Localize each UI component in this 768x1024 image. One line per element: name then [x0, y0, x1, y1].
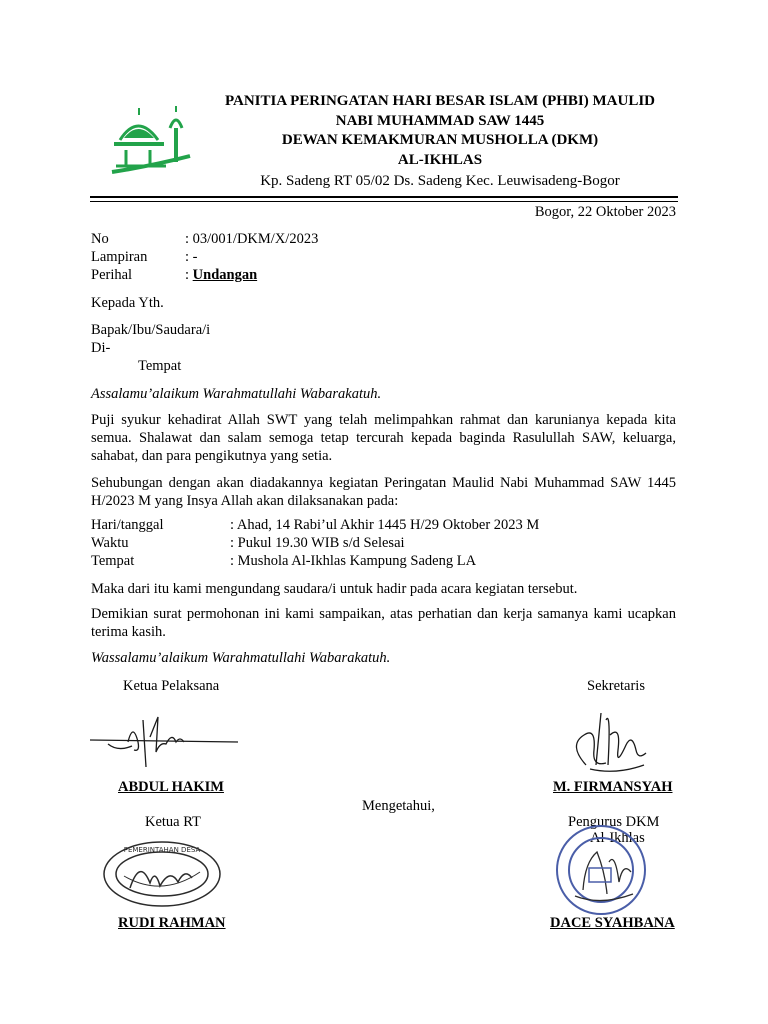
event-place-value: : Mushola Al-Ikhlas Kampung Sadeng LA [230, 553, 477, 569]
recipient-greeting: Kepada Yth. [91, 295, 164, 311]
paragraph-3: Maka dari itu kami mengundang saudara/i untuk hadir pada acara kegiatan tersebut. [91, 581, 578, 597]
letterhead [200, 92, 680, 191]
signer-dkm-title-2: Al-Ikhlas [590, 830, 645, 846]
event-time-label: Waktu [91, 535, 129, 551]
meta-no-value: : 03/001/DKM/X/2023 [185, 231, 319, 247]
event-date-value: : Ahad, 14 Rabi’ul Akhir 1445 H/29 Oktober 2023 M [230, 517, 540, 533]
meta-perihal-subject: Undangan [192, 267, 258, 283]
signer-rt-title: Ketua RT [145, 814, 201, 830]
village-stamp-icon [100, 838, 224, 915]
recipient-di: Di- [91, 340, 111, 356]
meta-perihal-label: Perihal [91, 267, 133, 283]
opening-salutation: Assalamu’alaikum Warahmatullahi Wabarakatuh. [91, 386, 382, 402]
signer-rt-name: RUDI RAHMAN [118, 915, 226, 931]
recipient-name: Bapak/Ibu/Saudara/i [91, 322, 211, 338]
meta-lampiran-value: : - [185, 249, 198, 265]
letterhead-rule-thin [90, 201, 678, 202]
signer-left-title: Ketua Pelaksana [123, 678, 220, 694]
meta-lampiran-label: Lampiran [91, 249, 148, 265]
meta-perihal-value [185, 266, 257, 284]
letterhead-address: Kp. Sadeng RT 05/02 Ds. Sadeng Kec. Leuwisadeng-Bogor [260, 173, 620, 189]
svg-text:PEMERINTAHAN DESA: PEMERINTAHAN DESA [123, 846, 201, 854]
signature-abdul-hakim-icon [88, 712, 248, 787]
recipient-tempat: Tempat [138, 358, 182, 374]
event-date-label: Hari/tanggal [91, 517, 164, 533]
paragraph-2: Sehubungan dengan akan diadakannya kegiatan Peringatan Maulid Nabi Muhammad SAW 1445 H/2023 M yang Insya Allah akan dilaksanakan pada: [91, 475, 676, 509]
letterhead-line-2: NABI MUHAMMAD SAW 1445 [335, 112, 545, 129]
signer-right-title: Sekretaris [587, 678, 645, 694]
signer-dkm-title: Pengurus DKM [568, 814, 660, 830]
paragraph-4: Demikian surat permohonan ini kami sampaikan, atas perhatian dan kerja samanya kami ucapkan terima kasih. [91, 606, 676, 640]
letterhead-line-1: PANITIA PERINGATAN HARI BESAR ISLAM (PHBI) MAULID [224, 93, 656, 109]
meta-perihal-colon: : [185, 267, 193, 283]
paragraph-1: Puji syukur kehadirat Allah SWT yang telah melimpahkan rahmat dan karunianya kepada kita semua. Shalawat dan salam semoga tetap tercurah kepada baginda Rasulullah SAW, keluarga, sahabat, dan para pengikutnya yang setia. [91, 412, 676, 464]
closing-salutation: Wassalamu’alaikum Warahmatullahi Wabarakatuh. [91, 650, 391, 666]
letterhead-line-3: DEWAN KEMAKMURAN MUSHOLLA (DKM) [281, 132, 599, 148]
letter-date: Bogor, 22 Oktober 2023 [534, 204, 676, 220]
event-place-label: Tempat [91, 553, 135, 569]
letterhead-line-4: AL-IKHLAS [397, 151, 483, 168]
mosque-logo-icon [106, 100, 196, 180]
mengetahui-label: Mengetahui, [362, 798, 435, 814]
letterhead-rule-thick [90, 196, 678, 198]
dkm-stamp-icon [545, 822, 663, 923]
event-time-value: : Pukul 19.30 WIB s/d Selesai [230, 535, 405, 551]
signer-right-name: M. FIRMANSYAH [553, 779, 673, 795]
signer-dkm-name: DACE SYAHBANA [550, 915, 675, 931]
meta-no-label: No [91, 231, 109, 247]
signer-left-name: ABDUL HAKIM [118, 779, 224, 795]
